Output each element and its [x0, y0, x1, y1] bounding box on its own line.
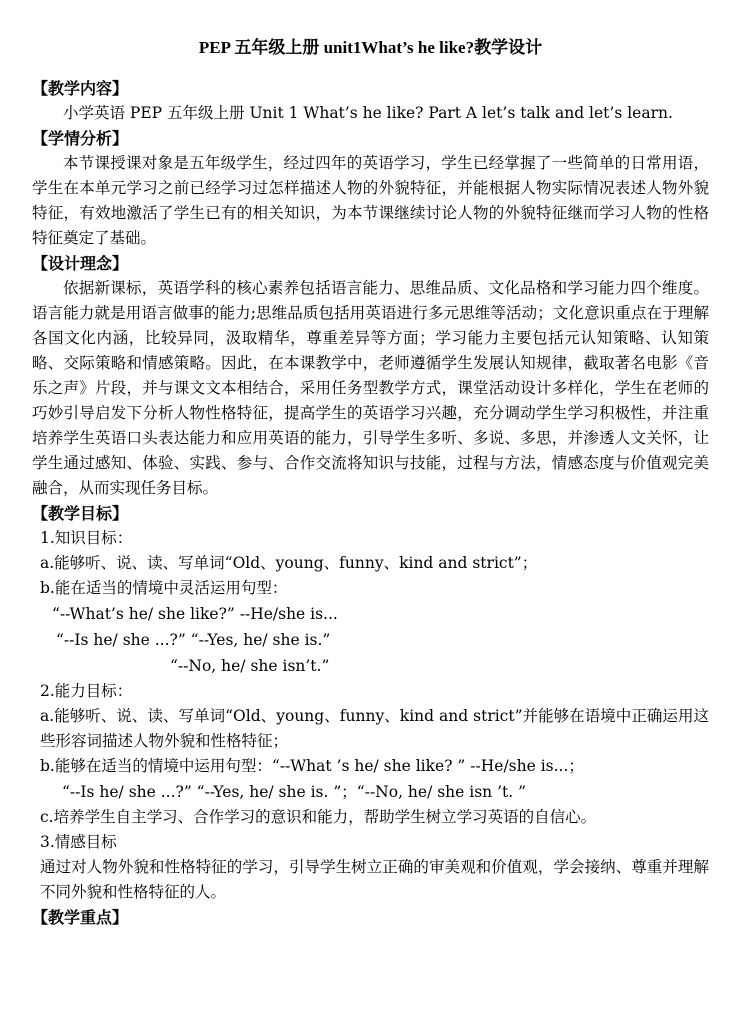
section-heading-key: 【教学重点】 — [32, 908, 129, 927]
analysis-paragraph: 本节课授课对象是五年级学生，经过四年的英语学习，学生已经掌握了一些简单的日常用语，学生在本单元学习之前已经学习过怎样描述人物的外貌特征，并能根据人物实际情况表述人物外貌特征，有效地激活了学生已有的相关知识，为本节课继续讨论人物的外貌特征继而学习人物的性格特征奠定了基础。 — [32, 154, 709, 247]
content-paragraph: 小学英语 PEP 五年级上册 Unit 1 What’s he like? Part A let’s talk and let’s learn. — [63, 104, 673, 122]
design-paragraph: 依据新课标，英语学科的核心素养包括语言能力、思维品质、文化品格和学习能力四个维度。语言能力就是用语言做事的能力;思维品质包括用英语进行多元思维等活动；文化意识重点在于理解各国文化内涵，比较异同，汲取精华，尊重差异等方面；学习能力主要包括元认知策略、认知策略、交际策略和情感策略。因此，在本课教学中，老师遵循学生发展认知规律，截取著名电影《音乐之声》片段，并与课文文本相结合，采用任务型教学方式，课堂活动设计多样化，学生在老师的巧妙引导启发下分析人物性格特征，提高学生的英语学习兴趣，充分调动学生学习积极性，并注重培养学生英语口头表达能力和应用英语的能力，引导学生多听、多说、多思，并渗透人文关怀，让学生通过感知、体验、实践、参与、合作交流将知识与技能，过程与方法，情感态度与价值观完美融合，从而实现任务目标。 — [32, 279, 709, 497]
dialog-line-2: “--Is he/ she ...?” “--Yes, he/ she is.” — [56, 631, 331, 649]
goal1-item-b: b.能在适当的情境中灵活运用句型： — [40, 579, 288, 597]
dialog-line-1: “--What’s he/ she like?” --He/she is... — [52, 605, 338, 623]
section-heading-design: 【设计理念】 — [32, 254, 129, 273]
goal1-heading: 1.知识目标： — [40, 529, 133, 547]
goal3-paragraph: 通过对人物外貌和性格特征的学习，引导学生树立正确的审美观和价值观，学会接纳、尊重并理解不同外貌和性格特征的人。 — [40, 858, 709, 901]
goal2-item-b: b.能够在适当的情境中运用句型：“--What ’s he/ she like? ” --He/she is...； — [40, 757, 584, 775]
dialog-line-3: “--No, he/ she isn’t.” — [170, 657, 330, 675]
goal2-heading: 2.能力目标： — [40, 682, 133, 700]
document-title: PEP 五年级上册 unit1What’s he like?教学设计 — [198, 38, 543, 57]
section-heading-goals: 【教学目标】 — [32, 504, 129, 523]
goal1-item-a: a.能够听、说、读、写单词“Old、young、funny、kind and strict”； — [40, 554, 538, 572]
goal2-item-c: c.培养学生自主学习、合作学习的意识和能力，帮助学生树立学习英语的自信心。 — [40, 808, 597, 826]
goal2-item-a: a.能够听、说、读、写单词“Old、young、funny、kind and strict”并能够在语境中正确运用这些形容词描述人物外貌和性格特征； — [40, 707, 709, 750]
goal3-heading: 3.情感目标 — [40, 833, 117, 851]
section-heading-analysis: 【学情分析】 — [32, 129, 129, 148]
dialog-line-4: “--Is he/ she ...?” “--Yes, he/ she is. ”；“--No, he/ she isn ’t. ” — [62, 783, 527, 801]
section-heading-content: 【教学内容】 — [32, 79, 129, 98]
